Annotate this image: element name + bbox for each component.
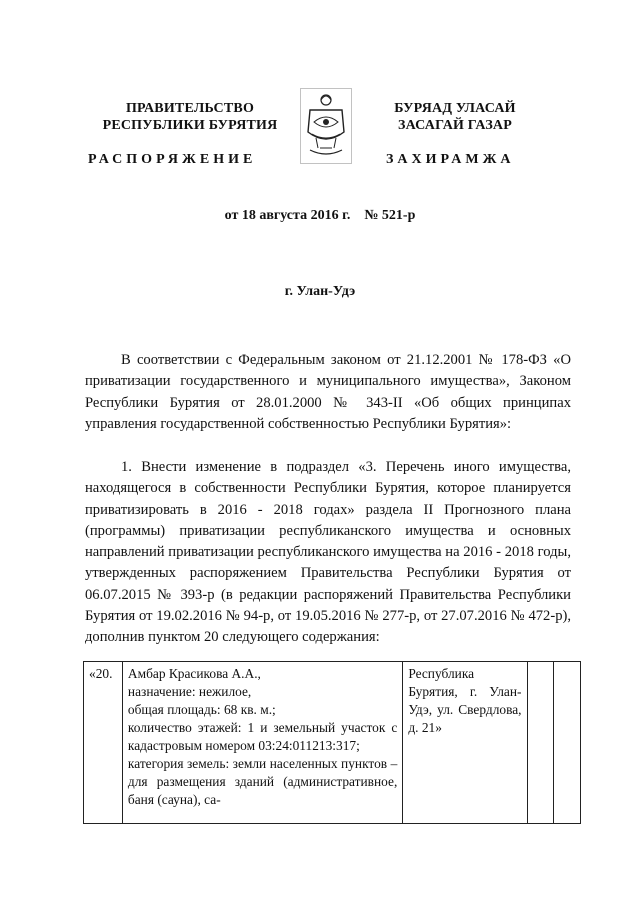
issuer-line-2: РЕСПУБЛИКИ БУРЯТИЯ xyxy=(102,118,278,133)
issuer-line-1-bua: БУРЯАД УЛАСАЙ xyxy=(394,101,516,116)
empty-cell xyxy=(527,662,554,824)
description-line: общая площадь: 68 кв. м.; xyxy=(127,702,276,717)
issuer-line-2-bua: ЗАСАГАЙ ГАЗАР xyxy=(397,118,512,133)
issuer-line-1: ПРАВИТЕЛЬСТВО xyxy=(125,101,255,116)
item-address-cell: Республика Бурятия, г. Улан-Удэ, ул. Свердлова, д. 21» xyxy=(403,662,527,824)
issuer-name-ru xyxy=(90,100,290,134)
description-line: категория земель: земли населенных пунктов – для размещения зданий (административное, баня (сауна), са- xyxy=(127,756,398,807)
item-description-cell xyxy=(122,662,402,824)
empty-cell xyxy=(554,662,581,824)
description-line: назначение: нежилое, xyxy=(127,684,252,699)
issuer-name-bua xyxy=(360,100,550,134)
document-type-bua: ЗАХИРАМЖА xyxy=(386,152,515,167)
document-city: г. Улан-Удэ xyxy=(284,284,356,299)
document-type-ru: РАСПОРЯЖЕНИЕ xyxy=(88,152,257,167)
table-row xyxy=(84,662,581,824)
clause-1-paragraph: 1. Внести изменение в подраздел «3. Перечень иного имущества, находящегося в собственности Республики Бурятия, которое планируется приватизировать в 2016 - 2018 годах» раздела II Прогнозного плана (программы) приватизации республиканского имущества и основных направлений приватизации республиканского имущества на 2016 - 2018 годы, утвержденных распоряжением Правительства Республики Бурятия от 06.07.2015 № 393-р (в редакции распоряжений Правительства Республики Бурятия от 19.02.2016 № 94-р, от 19.05.2016 № 277-р, от 27.07.2016 № 472-р), дополнив пунктом 20 следующего содержания: xyxy=(85,459,571,646)
preamble-paragraph: В соответствии с Федеральным законом от 21.12.2001 № 178-ФЗ «О приватизации государственного и муниципального имущества», Законом Республики Бурятия от 28.01.2000 № 343-II «Об общих принципах управления государственной собственностью Республики Бурятия»: xyxy=(85,352,571,432)
description-line: Амбар Красикова А.А., xyxy=(127,666,261,681)
description-line: количество этажей: 1 и земельный участок с кадастровым номером 03:24:011213:317; xyxy=(127,720,398,753)
document-date-number: от 18 августа 2016 г. № 521-р xyxy=(224,208,416,223)
item-number-cell: «20. xyxy=(84,662,123,824)
property-table xyxy=(83,661,581,824)
coat-of-arms-icon xyxy=(300,88,352,164)
